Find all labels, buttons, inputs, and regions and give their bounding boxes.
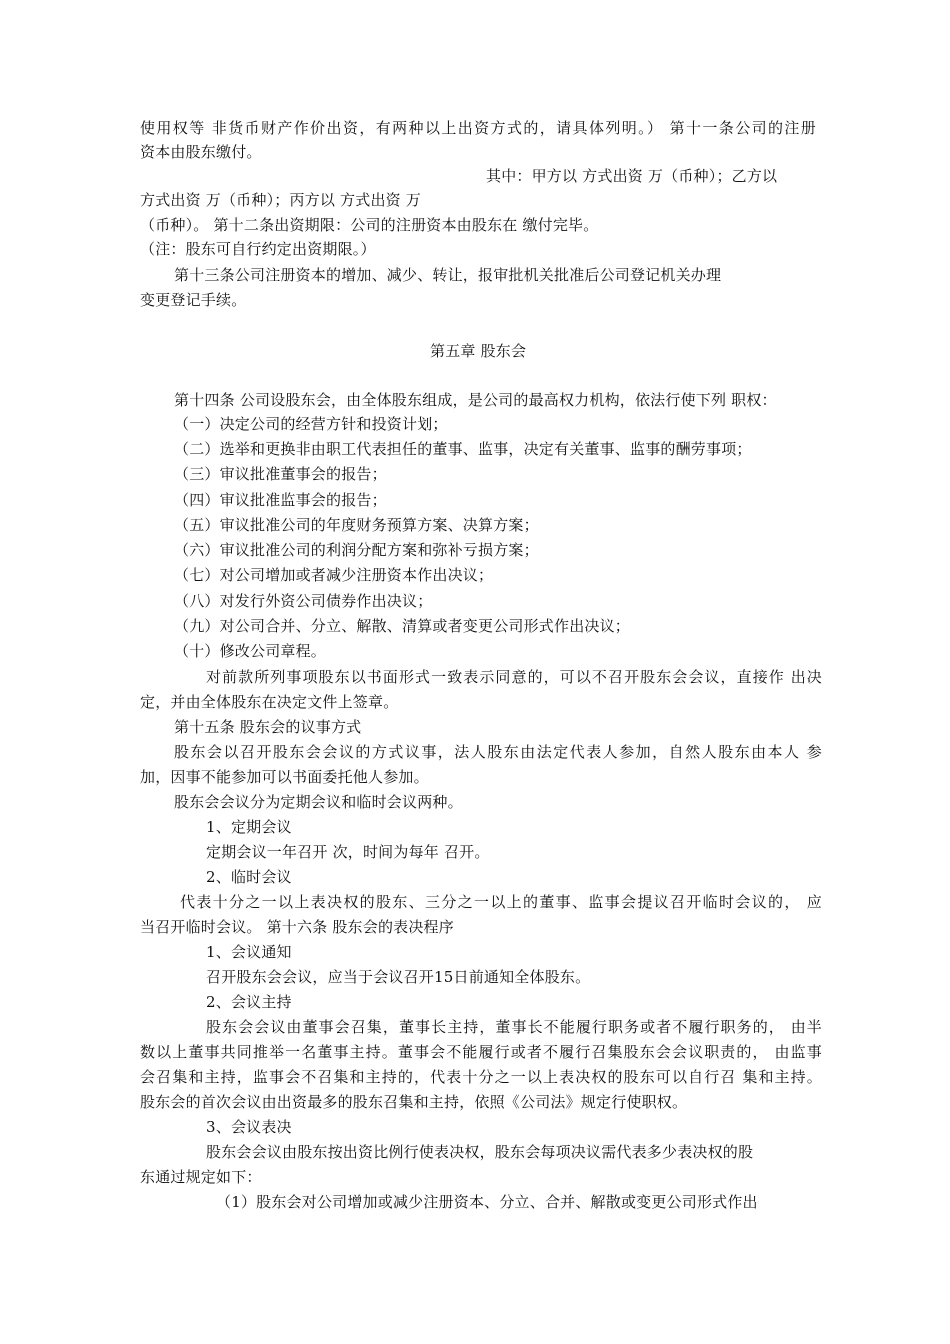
text-line: 当召开临时会议。 第十六条 股东会的表决程序 — [140, 918, 454, 936]
text-line: （注：股东可自行约定出资期限。） — [140, 240, 376, 258]
text-line: 代表十分之一以上表决权的股东、三分之一以上的董事、监事会提议召开临时会议的， 应 — [180, 893, 822, 911]
list-item: （十）修改公司章程。 — [174, 642, 327, 660]
list-item: （七）对公司增加或者减少注册资本作出决议； — [174, 566, 494, 584]
list-item: （一）决定公司的经营方针和投资计划； — [174, 415, 448, 433]
list-item: （三）审议批准董事会的报告； — [174, 465, 387, 483]
text-line: 加，因事不能参加可以书面委托他人参加。 — [140, 768, 429, 786]
text-line: （1）股东会对公司增加或减少注册资本、分立、合并、解散或变更公司形式作出 — [216, 1193, 758, 1211]
text-line: 数以上董事共同推举一名董事主持。董事会不能履行或者不履行召集股东会会议职责的， 由监事 — [140, 1043, 822, 1061]
text-line: 使用权等 非货币财产作价出资，有两种以上出资方式的，请具体列明。） 第十一条公司的注册 — [140, 119, 816, 137]
text-line: 方式出资 万（币种）；丙方以 方式出资 万 — [140, 191, 422, 209]
text-line: 资本由股东缴付。 — [140, 143, 262, 161]
list-item: （二）选举和更换非由职工代表担任的董事、监事，决定有关董事、监事的酬劳事项； — [174, 440, 752, 458]
section-label: 3、会议表决 — [206, 1118, 292, 1136]
section-label: 1、会议通知 — [206, 943, 292, 961]
text-line: 变更登记手续。 — [140, 291, 247, 309]
list-item: （六）审议批准公司的利润分配方案和弥补亏损方案； — [174, 541, 539, 559]
section-label: 1、定期会议 — [206, 818, 292, 836]
list-item: （八）对发行外资公司债券作出决议； — [174, 592, 433, 610]
text-line: 股东会会议由董事会召集，董事长主持，董事长不能履行职务或者不履行职务的， 由半 — [206, 1018, 822, 1036]
text-line: 东通过规定如下： — [140, 1168, 262, 1186]
list-item: （四）审议批准监事会的报告； — [174, 491, 387, 509]
text-line: 股东会的首次会议由出资最多的股东召集和主持，依照《公司法》规定行使职权。 — [140, 1093, 688, 1111]
text-line: 定期会议一年召开 次，时间为每年 召开。 — [206, 843, 490, 861]
chapter-heading: 第五章 股东会 — [430, 342, 527, 360]
text-line: 第十五条 股东会的议事方式 — [174, 718, 362, 736]
text-line: 其中：甲方以 方式出资 万（币种）；乙方以 — [486, 167, 778, 185]
text-line: 第十三条公司注册资本的增加、减少、转让，报审批机关批准后公司登记机关办理 — [174, 266, 722, 284]
section-label: 2、会议主持 — [206, 993, 292, 1011]
text-line: 会召集和主持，监事会不召集和主持的，代表十分之一以上表决权的股东可以自行召 集和主持。 — [140, 1068, 822, 1086]
text-line: 股东会会议分为定期会议和临时会议两种。 — [174, 793, 463, 811]
section-label: 2、临时会议 — [206, 868, 292, 886]
text-line: （币种）。 第十二条出资期限：公司的注册资本由股东在 缴付完毕。 — [140, 216, 599, 234]
list-item: （五）审议批准公司的年度财务预算方案、决算方案； — [174, 516, 539, 534]
text-line: 对前款所列事项股东以书面形式一致表示同意的，可以不召开股东会会议，直接作 出决 — [206, 668, 822, 686]
text-line: 股东会以召开股东会会议的方式议事，法人股东由法定代表人参加，自然人股东由本人 参 — [174, 743, 822, 761]
list-item: （九）对公司合并、分立、解散、清算或者变更公司形式作出决议； — [174, 617, 631, 635]
text-line: 召开股东会会议，应当于会议召开15日前通知全体股东。 — [206, 968, 591, 986]
text-line: 第十四条 公司设股东会，由全体股东组成，是公司的最高权力机构，依法行使下列 职权： — [174, 391, 777, 409]
text-line: 定，并由全体股东在决定文件上签章。 — [140, 693, 399, 711]
text-line: 股东会会议由股东按出资比例行使表决权，股东会每项决议需代表多少表决权的股 — [206, 1143, 754, 1161]
